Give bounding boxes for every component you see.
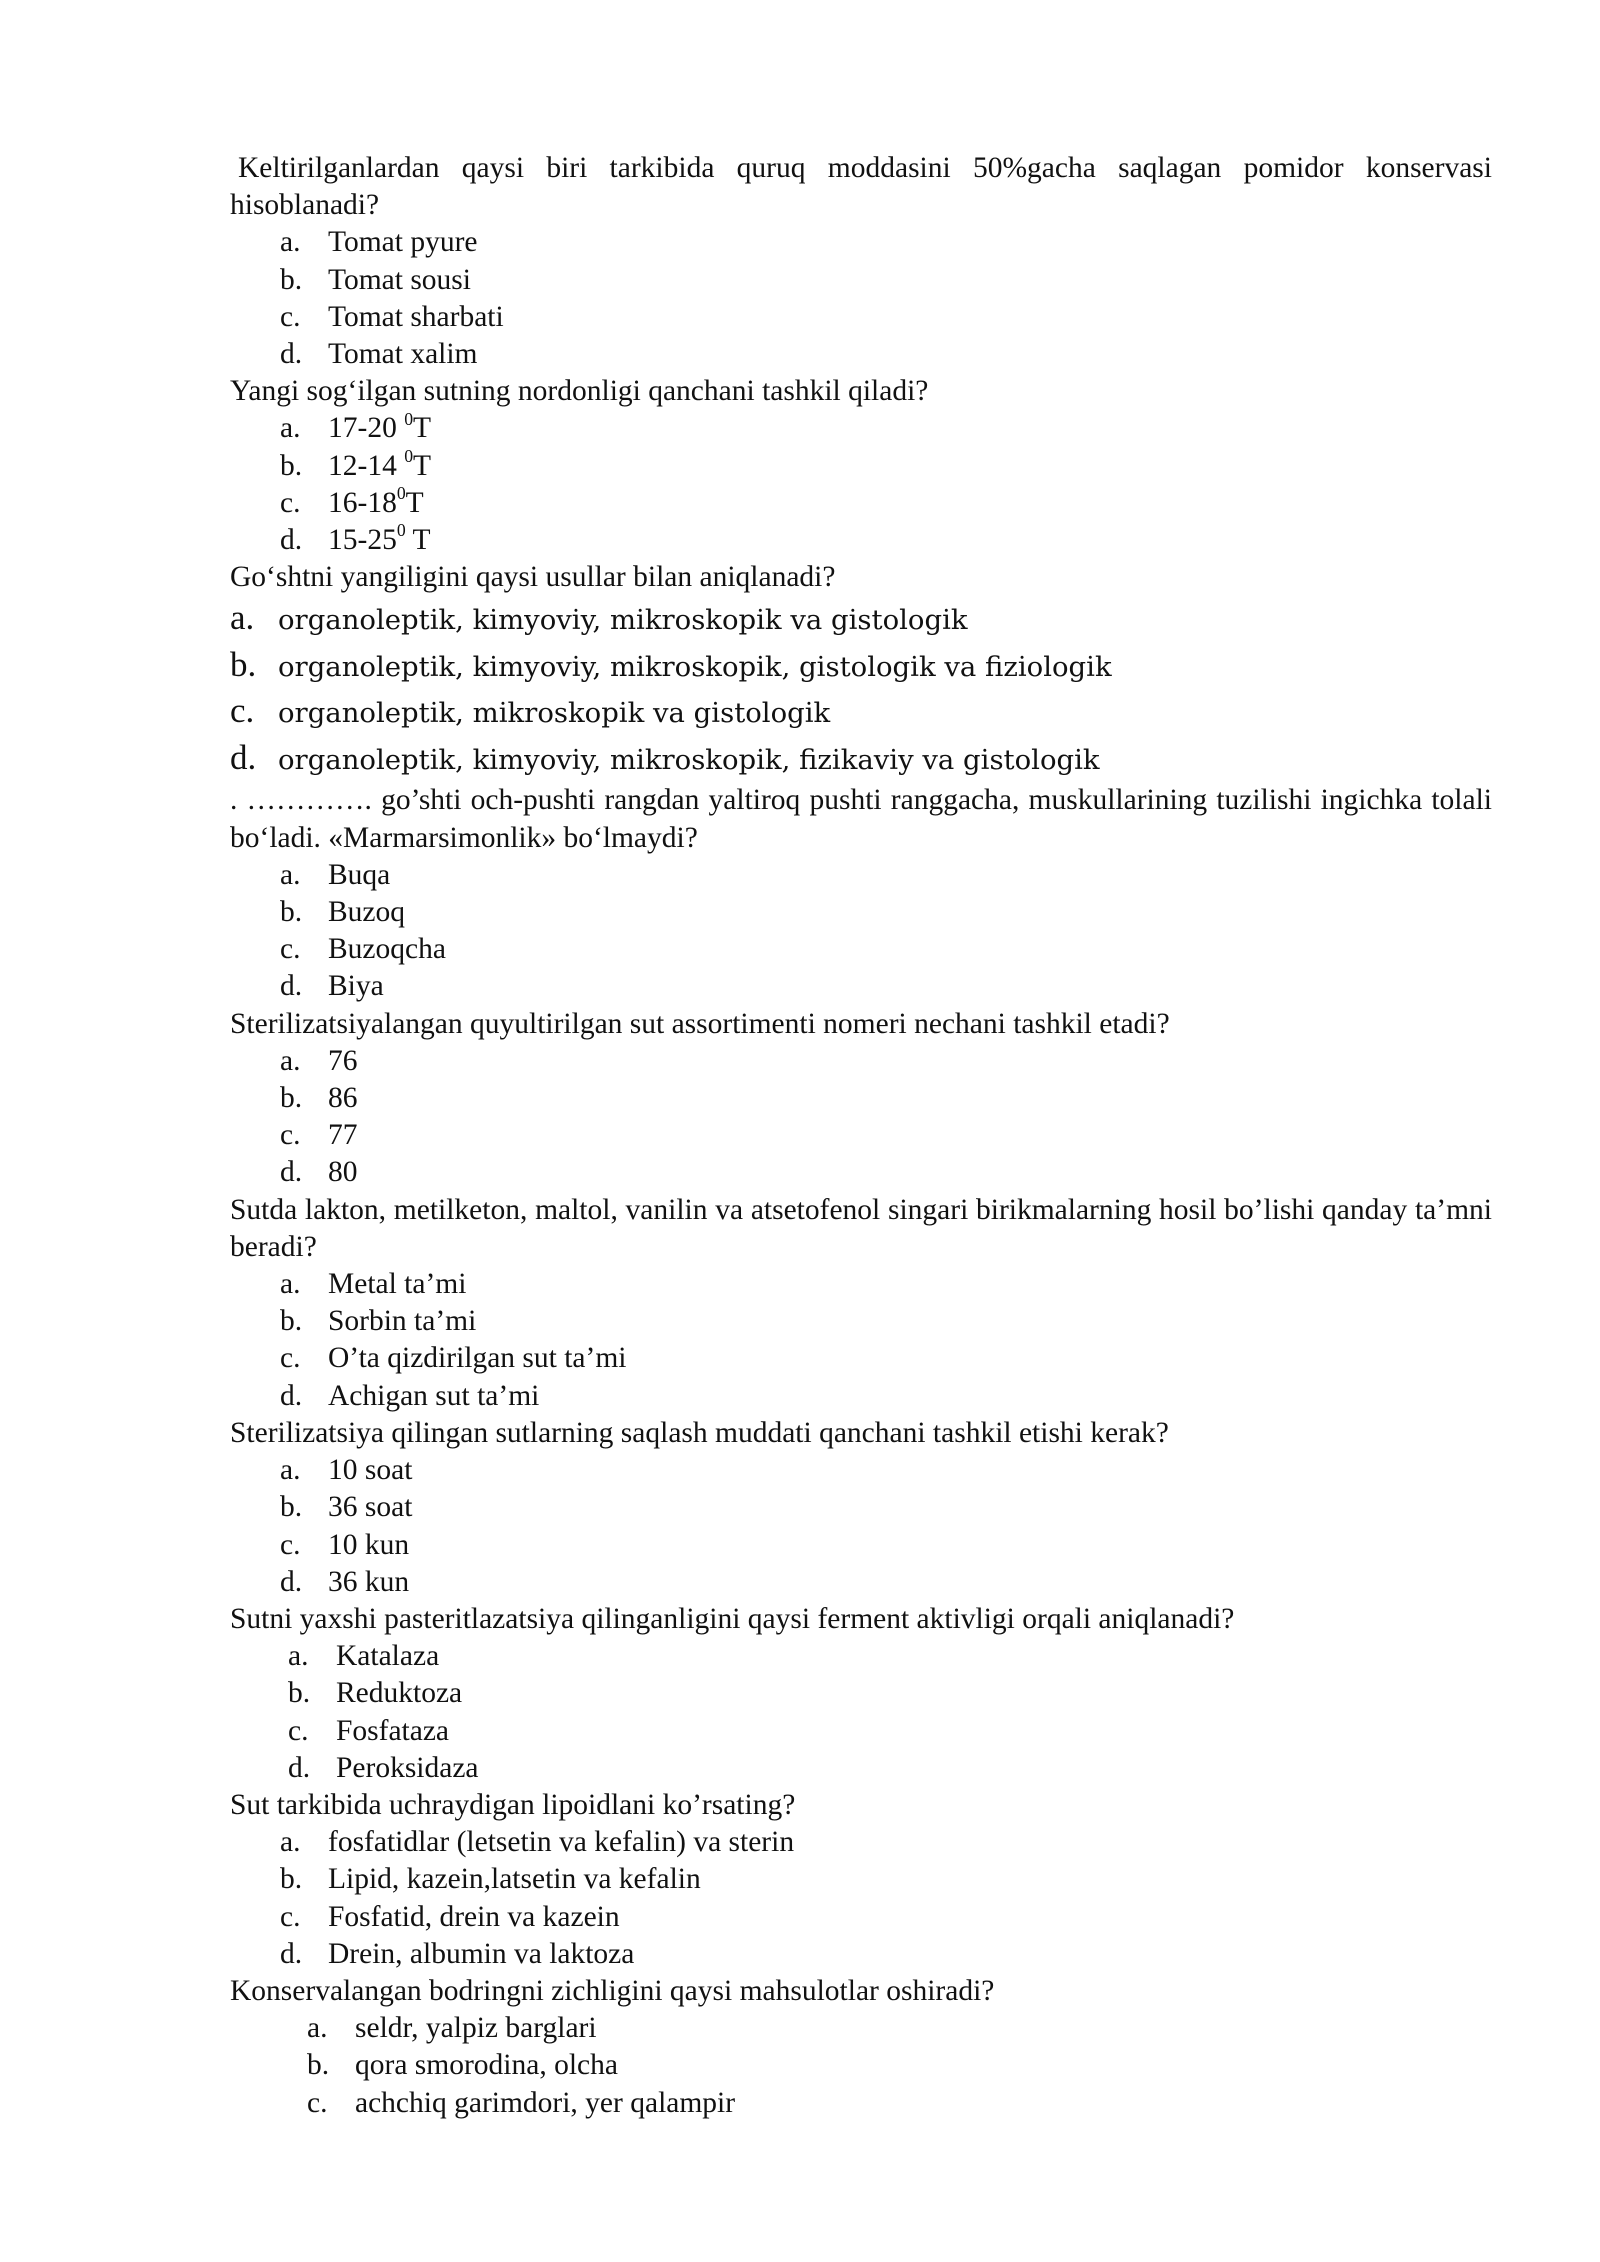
degree-superscript: 0 [396,483,406,503]
option-letter: b. [230,644,257,684]
option-text: Buqa [328,858,391,891]
answer-option [230,1117,1492,1154]
option-letter: b. [307,2049,330,2082]
option-value: 16-18 [328,486,397,519]
option-text: Biya [328,970,384,1003]
option-text: 10 soat [328,1454,413,1487]
answer-option [230,2085,1492,2122]
answer-option [230,643,1492,690]
option-letter: d. [280,1565,303,1598]
option-letter: c. [307,2086,328,2119]
option-letter: a. [280,412,301,445]
option-text: Sorbin ta’mi [328,1305,477,1338]
degree-superscript: 0 [404,445,414,466]
answer-option [230,1675,1492,1712]
option-text [328,445,432,485]
question-text: Konservalangan bodringni zichligini qaysi mahsulotlar oshiradi? [230,1974,995,2007]
answer-option [230,445,1492,485]
option-text: Buzoqcha [328,933,446,966]
answer-option [230,931,1492,968]
answer-option [230,1713,1492,1750]
question-text: . …………. go’shti och-pushti rangdan yaltiroq pushti ranggacha, muskullarining tuzilishi ingichka tolali bo‘ladi. «Marmarsimonlik» bo‘lmaydi? [230,784,1492,854]
option-letter: a. [288,1640,309,1673]
question-text: Sterilizatsiya qilingan sutlarning saqlash muddati qanchani tashkil etishi kerak? [230,1416,1169,1449]
option-text: 36 kun [328,1565,410,1598]
option-letter: a. [280,858,301,891]
option-text: 77 [328,1119,358,1152]
option-value: 17-20 [328,412,405,445]
answer-option [230,1154,1492,1191]
question-text: Sutni yaxshi pasteritlazatsiya qilinganligini qaysi ferment aktivligi orqali aniqlanadi? [230,1602,1235,1635]
option-text: 36 soat [328,1491,413,1524]
option-text: Tomat xalim [328,338,478,371]
answer-option [230,2047,1492,2084]
answer-option [230,596,1492,643]
option-letter: d. [280,338,303,371]
option-letter: b. [280,1491,303,1524]
option-unit: T [405,524,431,557]
answer-option [230,1340,1492,1377]
option-text: organoleptik, kimyoviy, mikroskopik, gistologik va fiziologik [278,650,1112,683]
answer-option [230,299,1492,336]
answer-option [230,1564,1492,1601]
option-text: Fosfataza [336,1714,450,1747]
answer-options [230,410,1492,559]
option-text: fosfatidlar (letsetin va kefalin) va sterin [328,1826,795,1859]
option-text: organoleptik, mikroskopik va gistologik [278,697,831,730]
option-text: Buzoq [328,896,406,929]
answer-option [230,894,1492,931]
option-text: Drein, albumin va laktoza [328,1937,635,1970]
option-letter: b. [280,1863,303,1896]
option-text: 10 kun [328,1528,410,1561]
option-letter: b. [288,1677,311,1710]
option-letter: d. [280,970,303,1003]
option-text: seldr, yalpiz barglari [355,2012,597,2045]
option-text: Fosfatid, drein va kazein [328,1900,620,1933]
answer-option [230,1489,1492,1526]
answer-option [230,224,1492,261]
answer-option [230,262,1492,299]
option-letter: d. [280,1937,303,1970]
question-text: Yangi sog‘ilgan sutning nordonligi qanchani tashkil qiladi? [230,375,929,408]
answer-options [230,1266,1492,1415]
option-letter: c. [280,300,301,333]
option-letter: b. [280,1082,303,1115]
option-text [328,485,424,522]
option-letter: b. [280,1305,303,1338]
answer-options [230,857,1492,1006]
answer-option [230,1303,1492,1340]
answer-option [230,2010,1492,2047]
answer-options [230,1043,1492,1192]
answer-options [230,1452,1492,1601]
option-text [328,522,431,559]
option-letter: a. [280,1268,301,1301]
answer-option [230,1266,1492,1303]
option-text: Lipid, kazein,latsetin va kefalin [328,1863,701,1896]
answer-option [230,1936,1492,1973]
option-letter: a. [307,2012,328,2045]
question-text: Keltirilganlardan qaysi biri tarkibida quruq moddasini 50%gacha saqlagan pomidor konservasi hisoblanadi? [230,152,1492,222]
option-letter: a. [230,598,255,638]
option-text: Peroksidaza [336,1751,479,1784]
answer-options [230,1824,1492,1973]
option-text: organoleptik, kimyoviy, mikroskopik, fizikaviy va gistologik [278,743,1100,776]
question-text: Sterilizatsiyalangan quyultirilgan sut assortimenti nomeri nechani tashkil etadi? [230,1007,1170,1040]
option-unit: T [405,486,424,519]
option-letter: c. [280,1342,301,1375]
answer-option [230,1080,1492,1117]
option-text: achchiq garimdori, yer qalampir [355,2086,736,2119]
answer-option [230,1861,1492,1898]
option-unit: T [413,449,432,482]
answer-options [230,2010,1492,2122]
option-text: Metal ta’mi [328,1268,467,1301]
option-text: O’ta qizdirilgan sut ta’mi [328,1342,627,1375]
degree-superscript: 0 [404,408,414,429]
answer-option [230,1638,1492,1675]
option-letter: d. [288,1751,311,1784]
answer-option [230,522,1492,559]
option-letter: a. [280,1826,301,1859]
option-letter: c. [280,933,301,966]
option-letter: c. [280,486,301,519]
answer-options [230,596,1492,782]
option-letter: d. [280,524,303,557]
option-letter: b. [280,449,303,482]
answer-option [230,968,1492,1005]
option-unit: T [413,412,432,445]
answer-option [230,1043,1492,1080]
option-letter: a. [280,1044,301,1077]
option-letter: a. [280,226,301,259]
answer-option [230,857,1492,894]
answer-option [230,1452,1492,1489]
degree-superscript: 0 [396,520,406,541]
answer-option [230,336,1492,373]
option-text: Tomat pyure [328,226,478,259]
answer-option [230,736,1492,783]
option-text: organoleptik, kimyoviy, mikroskopik va gistologik [278,604,968,637]
option-text: Katalaza [336,1640,440,1673]
option-letter: c. [280,1528,301,1561]
option-letter: b. [280,263,303,296]
answer-option [230,485,1492,522]
answer-option [230,1378,1492,1415]
question-text: Sutda lakton, metilketon, maltol, vanilin va atsetofenol singari birikmalarning hosil bo’lishi qanday ta’mni beradi? [230,1193,1492,1263]
option-letter: c. [280,1900,301,1933]
answer-option [230,1899,1492,1936]
option-value: 15-25 [328,524,397,557]
option-letter: c. [230,691,255,731]
option-letter: b. [280,896,303,929]
option-letter: a. [280,1454,301,1487]
option-text: qora smorodina, olcha [355,2049,618,2082]
option-text [328,410,431,447]
option-letter: d. [230,737,257,777]
option-text: 76 [328,1044,358,1077]
option-letter: d. [280,1156,303,1189]
question-list [230,150,1492,2122]
option-text: Achigan sut ta’mi [328,1379,540,1412]
option-text: 80 [328,1156,358,1189]
option-value: 12-14 [328,449,405,482]
question-text: Sut tarkibida uchraydigan lipoidlani ko’rsating? [230,1788,796,1821]
answer-options [230,1638,1492,1787]
option-text: Tomat sharbati [328,300,504,333]
answer-option [230,1824,1492,1861]
question-text: Go‘shtni yangiligini qaysi usullar bilan aniqlanadi? [230,561,836,594]
answer-option [230,1527,1492,1564]
answer-option [230,1750,1492,1787]
answer-options [230,224,1492,373]
option-letter: c. [280,1119,301,1152]
answer-option [230,689,1492,736]
option-text: Tomat sousi [328,263,471,296]
answer-option [230,410,1492,447]
option-letter: c. [288,1714,309,1747]
option-text: 86 [328,1082,358,1115]
option-text: Reduktoza [336,1677,463,1710]
option-letter: d. [280,1379,303,1412]
